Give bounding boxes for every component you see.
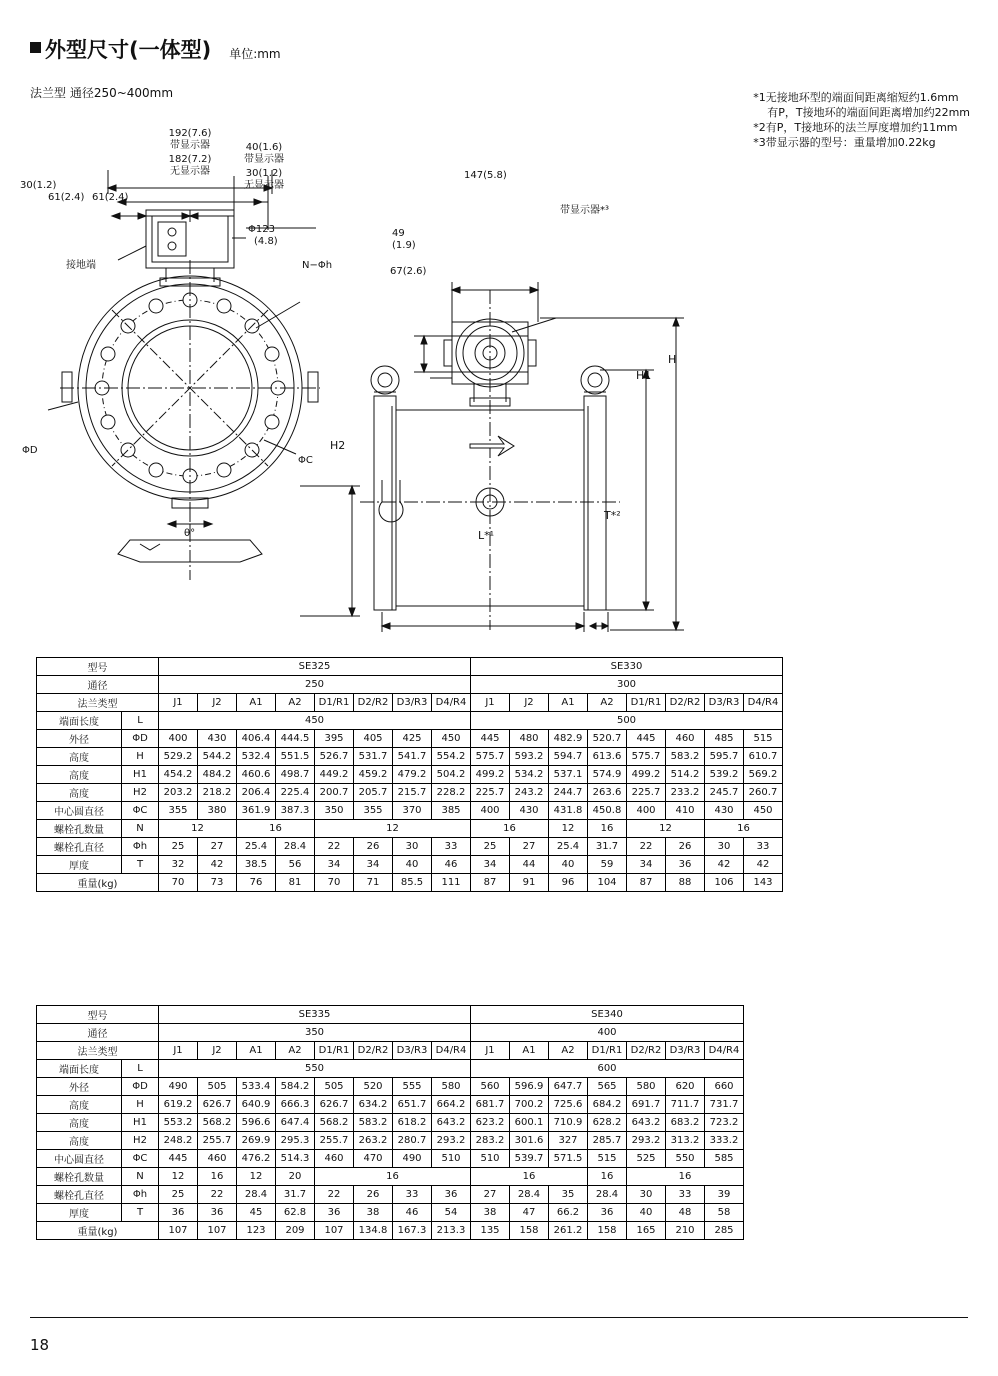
H2-label-left: H2 (330, 439, 346, 452)
table-row: 高度 H2 203.2 218.2 206.4 225.4 200.7 205.7 215.7 228.2 225.7 243.2 244.7 263.6 225.7 233.2 245.7 260.7 (37, 784, 783, 802)
table-row: 高度 H2 248.2 255.7 269.9 295.3 255.7 263.2 280.7 293.2 283.2 301.6 327 285.7 293.2 313.2 333.2 (37, 1132, 744, 1150)
phiD-label: ΦD (22, 445, 38, 456)
display-note-label: 带显示器*³ (560, 205, 610, 216)
table-row: 高度 H1 553.2 568.2 596.6 647.4 568.2 583.2 618.2 643.2 623.2 600.1 710.9 628.2 643.2 683.2 723.2 (37, 1114, 744, 1132)
table-row: 中心圆直径 ΦC 355 380 361.9 387.3 350 355 370 385 400 430 431.8 450.8 400 410 430 450 (37, 802, 783, 820)
H1-label: H1 (636, 369, 652, 382)
dim-61b-label: 61(2.4) (92, 192, 129, 203)
table-row: 外径 ΦD 490 505 533.4 584.2 505 520 555 580 560 596.9 647.7 565 580 620 660 (37, 1078, 744, 1096)
table-row: 法兰类型 J1 J2 A1 A2 D1/R1 D2/R2 D3/R3 D4/R4 J1 A1 A2 D1/R1 D2/R2 D3/R3 D4/R4 (37, 1042, 744, 1060)
dim-49-label: 49 (1.9) (392, 228, 416, 251)
page-header (30, 34, 281, 64)
n-phi-h-label: N−Φh (302, 260, 333, 271)
phiC-label: ΦC (298, 455, 313, 466)
L-label: L*¹ (478, 529, 495, 542)
page-title: 外型尺寸(一体型) (30, 34, 211, 64)
dim-30-nodisp-label: 30(1.2) 无显示器 (244, 168, 284, 191)
spec-table-2-wrap (36, 1005, 744, 1240)
dim-40-label: 40(1.6) 带显示器 (244, 142, 284, 165)
table-row: 重量(kg) 70 73 76 81 70 71 85.5 111 87 91 96 104 87 88 106 143 (37, 874, 783, 892)
T-label: T*² (604, 509, 621, 522)
table-row: 端面长度 L 450 500 (37, 712, 783, 730)
table-row: 外径 ΦD 400 430 406.4 444.5 395 405 425 450 445 480 482.9 520.7 445 460 485 515 (37, 730, 783, 748)
spec-table-2 (36, 1005, 744, 1240)
table-row: 端面长度 L 550 600 (37, 1060, 744, 1078)
page-number: 18 (30, 1336, 50, 1354)
table-row: 螺栓孔数量 N 12 16 12 20 16 16 16 16 (37, 1168, 744, 1186)
table-row: 型号 SE335 SE340 (37, 1006, 744, 1024)
table-row: 通径 250 300 (37, 676, 783, 694)
dim-61a-label: 61(2.4) (48, 192, 85, 203)
table-row: 螺栓孔直径 Φh 25 22 28.4 31.7 22 26 33 36 27 28.4 35 28.4 30 33 39 (37, 1186, 744, 1204)
table-row: 型号 SE325 SE330 (37, 658, 783, 676)
spec-table-1 (36, 657, 783, 892)
dim-67-label: 67(2.6) (390, 266, 427, 277)
ground-terminal-label: 接地端 (66, 260, 96, 271)
table-row: 螺栓孔数量 N 12 16 12 16 12 16 12 16 (37, 820, 783, 838)
table-row: 中心圆直径 ΦC 445 460 476.2 514.3 460 470 490 510 510 539.7 571.5 515 525 550 585 (37, 1150, 744, 1168)
table-row: 螺栓孔直径 Φh 25 27 25.4 28.4 22 26 30 33 25 27 25.4 31.7 22 26 30 33 (37, 838, 783, 856)
footer-divider (30, 1317, 968, 1318)
dim-147-label: 147(5.8) (464, 170, 507, 181)
dim-30-label: 30(1.2) (20, 180, 57, 191)
table-row: 法兰类型 J1 J2 A1 A2 D1/R1 D2/R2 D3/R3 D4/R4 J1 J2 A1 A2 D1/R1 D2/R2 D3/R3 D4/R4 (37, 694, 783, 712)
table-row: 重量(kg) 107 107 123 209 107 134.8 167.3 213.3 135 158 261.2 158 165 210 285 (37, 1222, 744, 1240)
phi123-label: Φ123 (4.8) (248, 224, 278, 247)
table-row: 通径 350 400 (37, 1024, 744, 1042)
H-label: H (668, 353, 677, 366)
spec-table-1-wrap (36, 657, 783, 892)
page-subtitle: 法兰型 通径250~400mm (30, 86, 174, 100)
table-row: 厚度 T 32 42 38.5 56 34 34 40 46 34 44 40 59 34 36 42 42 (37, 856, 783, 874)
technical-drawing (0, 110, 998, 640)
footnote-1: *1无接地环型的端面间距离缩短约1.6mm (753, 91, 959, 104)
table-row: 高度 H 619.2 626.7 640.9 666.3 626.7 634.2 651.7 664.2 681.7 700.2 725.6 684.2 691.7 711.7 731.7 (37, 1096, 744, 1114)
dim-192-label: 192(7.6) 带显示器 (168, 128, 212, 151)
footnote-2: *2有P，T接地环的法兰厚度增加约11mm (753, 121, 958, 134)
table-row: 高度 H 529.2 544.2 532.4 551.5 526.7 531.7 541.7 554.2 575.7 593.2 594.7 613.6 575.7 583.2 595.7 610.7 (37, 748, 783, 766)
unit-label: 单位:mm (229, 47, 281, 61)
drawing-svg (0, 110, 998, 640)
dim-182-label: 182(7.2) 无显示器 (168, 154, 212, 177)
footnote-1b: 有P，T接地环的端面间距离增加约22mm (767, 106, 970, 119)
bullet-square-icon (30, 42, 41, 53)
theta-label: θ° (184, 528, 196, 539)
table-row: 厚度 T 36 36 45 62.8 36 38 46 54 38 47 66.2 36 40 48 58 (37, 1204, 744, 1222)
footnote-3: *3带显示器的型号：重量增加0.22kg (753, 136, 936, 149)
table-row: 高度 H1 454.2 484.2 460.6 498.7 449.2 459.2 479.2 504.2 499.2 534.2 537.1 574.9 499.2 514.2 539.2 569.2 (37, 766, 783, 784)
